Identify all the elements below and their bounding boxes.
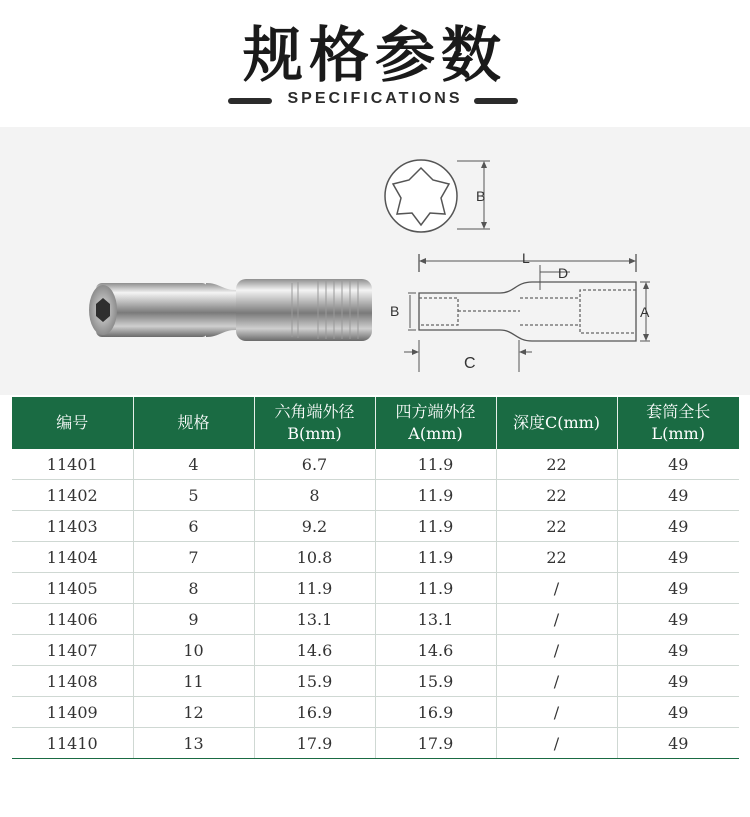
table-cell: 11407 <box>12 635 133 666</box>
hex-end-diagram <box>385 160 490 232</box>
table-row <box>12 635 739 666</box>
table-cell: 11.9 <box>375 480 496 511</box>
table-cell: 9 <box>133 604 254 635</box>
socket-wrench-icon <box>89 279 372 341</box>
table-cell: 11.9 <box>375 449 496 480</box>
table-cell: 49 <box>617 480 739 511</box>
table-cell: 14.6 <box>254 635 375 666</box>
column-header <box>617 397 739 449</box>
table-cell: 6 <box>133 511 254 542</box>
dim-label-b-top: B <box>476 188 486 204</box>
table-cell: 11402 <box>12 480 133 511</box>
table-row <box>12 666 739 697</box>
dim-label-l: L <box>522 250 530 266</box>
column-header-label: 套筒全长 <box>646 402 711 421</box>
column-header-label: 四方端外径 <box>395 402 476 421</box>
table-row <box>12 449 739 480</box>
table-row <box>12 542 739 573</box>
subtitle-row <box>0 90 750 114</box>
table-cell: 11406 <box>12 604 133 635</box>
product-diagram <box>0 127 750 395</box>
column-header-label: 规格 <box>177 413 210 432</box>
table-cell: 10 <box>133 635 254 666</box>
table-cell: 11405 <box>12 573 133 604</box>
table-cell: 11 <box>133 666 254 697</box>
table-cell: / <box>496 635 617 666</box>
column-header-label: 编号 <box>56 413 89 432</box>
table-cell: / <box>496 697 617 728</box>
side-profile-diagram <box>404 254 650 372</box>
table-cell: 22 <box>496 511 617 542</box>
table-cell: 22 <box>496 449 617 480</box>
column-header <box>496 397 617 449</box>
page-subtitle: SPECIFICATIONS <box>287 90 463 107</box>
column-header-unit: L(mm) <box>651 424 705 443</box>
table-cell: 16.9 <box>375 697 496 728</box>
table-cell: 49 <box>617 635 739 666</box>
table-cell: 22 <box>496 480 617 511</box>
table-cell: 15.9 <box>375 666 496 697</box>
table-cell: 49 <box>617 449 739 480</box>
table-cell: 11410 <box>12 728 133 759</box>
table-cell: 10.8 <box>254 542 375 573</box>
table-cell: 22 <box>496 542 617 573</box>
table-cell: 8 <box>133 573 254 604</box>
table-cell: 11404 <box>12 542 133 573</box>
column-header-unit: A(mm) <box>408 424 463 443</box>
table-cell: 11401 <box>12 449 133 480</box>
table-cell: 16.9 <box>254 697 375 728</box>
table-cell: 11408 <box>12 666 133 697</box>
table-cell: 11.9 <box>375 511 496 542</box>
spec-table <box>12 397 739 759</box>
table-cell: 14.6 <box>375 635 496 666</box>
table-cell: 11409 <box>12 697 133 728</box>
column-header <box>375 397 496 449</box>
dim-label-c: C <box>464 355 476 372</box>
table-cell: / <box>496 728 617 759</box>
table-row <box>12 697 739 728</box>
table-row <box>12 511 739 542</box>
spec-table-body <box>12 449 739 759</box>
table-row <box>12 728 739 759</box>
dim-label-b-side: B <box>390 303 400 319</box>
table-cell: 17.9 <box>375 728 496 759</box>
table-cell: 11.9 <box>375 542 496 573</box>
table-cell: 49 <box>617 666 739 697</box>
table-cell: 9.2 <box>254 511 375 542</box>
table-cell: 11.9 <box>254 573 375 604</box>
table-cell: 49 <box>617 511 739 542</box>
table-row <box>12 573 739 604</box>
table-cell: / <box>496 666 617 697</box>
table-cell: 49 <box>617 604 739 635</box>
column-header-unit: B(mm) <box>287 424 342 443</box>
dim-label-d: D <box>558 265 569 281</box>
table-cell: 12 <box>133 697 254 728</box>
table-cell: 11.9 <box>375 573 496 604</box>
table-cell: 49 <box>617 542 739 573</box>
table-cell: 13.1 <box>375 604 496 635</box>
table-cell: 17.9 <box>254 728 375 759</box>
column-header-label: 六角端外径 <box>274 402 355 421</box>
table-cell: 8 <box>254 480 375 511</box>
table-cell: 4 <box>133 449 254 480</box>
table-cell: 15.9 <box>254 666 375 697</box>
column-header-label: 深度C(mm) <box>512 413 601 432</box>
table-cell: 7 <box>133 542 254 573</box>
subtitle-right-line <box>474 98 518 104</box>
spec-table-header <box>12 397 739 449</box>
column-header <box>254 397 375 449</box>
table-cell: / <box>496 573 617 604</box>
table-cell: 13 <box>133 728 254 759</box>
table-cell: 49 <box>617 728 739 759</box>
table-row <box>12 480 739 511</box>
table-cell: 11403 <box>12 511 133 542</box>
page-title: 规格参数 <box>243 21 507 91</box>
dim-label-a: A <box>640 304 650 320</box>
table-cell: 49 <box>617 697 739 728</box>
table-cell: / <box>496 604 617 635</box>
column-header <box>12 397 133 449</box>
column-header <box>133 397 254 449</box>
table-cell: 6.7 <box>254 449 375 480</box>
table-cell: 5 <box>133 480 254 511</box>
table-cell: 13.1 <box>254 604 375 635</box>
table-row <box>12 604 739 635</box>
table-cell: 49 <box>617 573 739 604</box>
